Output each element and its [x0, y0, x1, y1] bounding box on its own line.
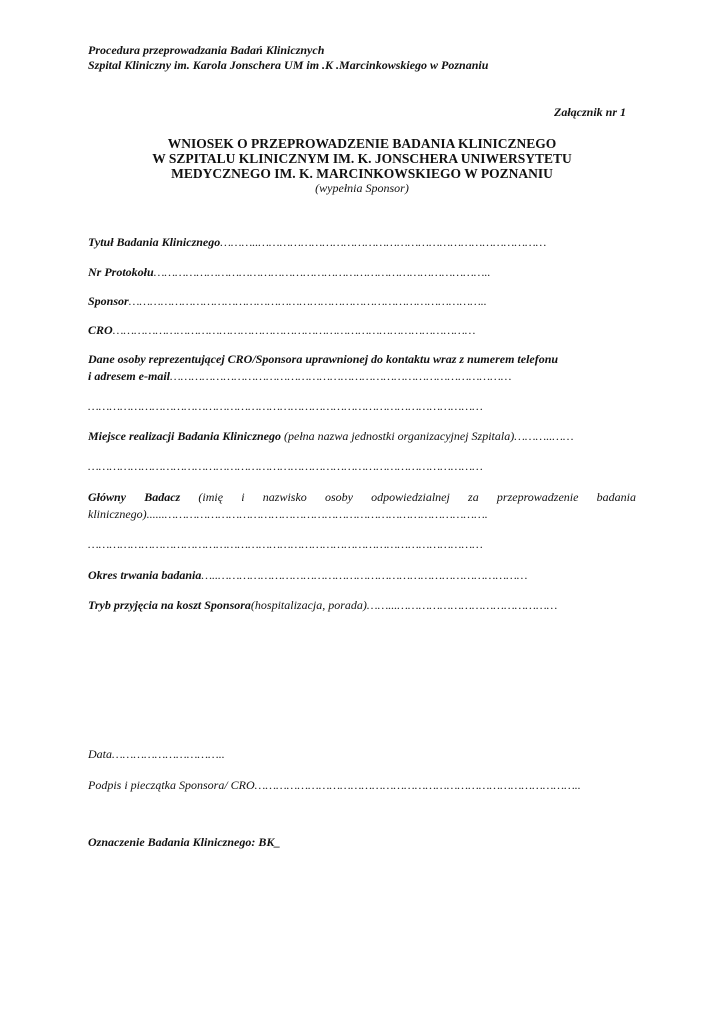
- field-contact-extra[interactable]: [88, 398, 636, 415]
- date-dots[interactable]: …………………………..: [112, 747, 225, 761]
- cro-dots[interactable]: …………………………………………………………………………………………: [112, 323, 476, 337]
- field-sponsor[interactable]: [88, 293, 636, 310]
- duration-label: Okres trwania badania: [88, 568, 202, 582]
- title-line-3: MEDYCZNEGO IM. K. MARCINKOWSKIEGO W POZNANIU: [171, 166, 553, 181]
- date-label: Data: [88, 747, 112, 761]
- admission-note: (hospitalizacja, porada): [250, 598, 367, 612]
- site-note: (pełna nazwa jednostki organizacyjnej Szpitala): [281, 429, 515, 443]
- field-study-duration[interactable]: [88, 567, 636, 584]
- pi-line1: [88, 489, 636, 506]
- contact-label-line1: Dane osoby reprezentującej CRO/Sponsora uprawnionej do kontaktu wraz z numerem telefonu: [88, 352, 559, 366]
- title-line-2: W SZPITALU KLINICZNYM IM. K. JONSCHERA UNIWERSYTETU: [152, 151, 572, 166]
- annex-label: Załącznik nr 1: [553, 105, 626, 119]
- field-study-title[interactable]: [88, 234, 636, 251]
- signature-label: Podpis i pieczątka Sponsora/ CRO: [88, 778, 255, 792]
- sponsor-label: Sponsor: [88, 294, 129, 308]
- field-principal-investigator[interactable]: [88, 506, 636, 523]
- field-contact-person[interactable]: [88, 368, 636, 385]
- contact-label-line2: i adresem e-mail: [88, 369, 170, 383]
- site-dots[interactable]: ………..……: [514, 429, 574, 443]
- admission-label: Tryb przyjęcia na koszt Sponsora: [88, 598, 251, 612]
- study-code-label: Oznaczenie Badania Klinicznego: BK_: [88, 835, 281, 849]
- header-procedure: Procedura przeprowadzania Badań Klinicznych: [88, 43, 325, 57]
- study-code: [88, 834, 636, 851]
- cro-label: CRO: [88, 323, 113, 337]
- pi-note-cont: klinicznego): [88, 507, 147, 521]
- pi-label: Główny Badacz: [88, 490, 181, 504]
- field-study-site-extra[interactable]: [88, 458, 636, 475]
- header-hospital: Szpital Kliniczny im. Karola Jonschera UM im .K .Marcinkowskiego w Poznaniu: [88, 58, 489, 72]
- signature-dots[interactable]: ………………………………………………………………………………..: [254, 778, 581, 792]
- field-pi-extra[interactable]: [88, 536, 636, 553]
- contact-dots[interactable]: ……………………………………………………………………………………: [169, 369, 512, 383]
- pi-note: (imię i nazwisko osoby odpowiedzialnej za przeprowadzenie badania: [180, 490, 636, 504]
- contact-person-line1: [88, 351, 636, 368]
- field-study-site[interactable]: [88, 428, 636, 445]
- field-signature[interactable]: [88, 777, 636, 794]
- pi-extra-dots[interactable]: …………………………………………………………………………………………………: [88, 537, 483, 551]
- document-title: [88, 136, 636, 195]
- pi-dots[interactable]: ......……………………………………………………………………………….: [146, 507, 488, 521]
- field-date[interactable]: [88, 746, 636, 763]
- field-cro[interactable]: [88, 322, 636, 339]
- field-admission-mode[interactable]: [88, 597, 636, 614]
- title-line-1: WNIOSEK O PRZEPROWADZENIE BADANIA KLINICZNEGO: [167, 136, 557, 151]
- protocol-dots[interactable]: …………………………………………………………………………………..: [153, 265, 491, 279]
- study-title-label: Tytuł Badania Klinicznego: [88, 235, 221, 249]
- admission-dots[interactable]: ……...………………………………………: [366, 598, 558, 612]
- contact-extra-dots[interactable]: …………………………………………………………………………………………………: [88, 399, 483, 413]
- duration-dots[interactable]: …..……………………………………………………………………………: [201, 568, 528, 582]
- protocol-label: Nr Protokołu: [88, 265, 154, 279]
- site-label: Miejsce realizacji Badania Klinicznego: [88, 429, 282, 443]
- study-title-dots[interactable]: ………..………………………………………………………………………: [220, 235, 547, 249]
- sponsor-dots[interactable]: ………………………………………………………………………………………..: [128, 294, 487, 308]
- title-subtitle: (wypełnia Sponsor): [315, 181, 409, 195]
- site-extra-dots[interactable]: …………………………………………………………………………………………………: [88, 459, 483, 473]
- field-protocol-number[interactable]: [88, 264, 636, 281]
